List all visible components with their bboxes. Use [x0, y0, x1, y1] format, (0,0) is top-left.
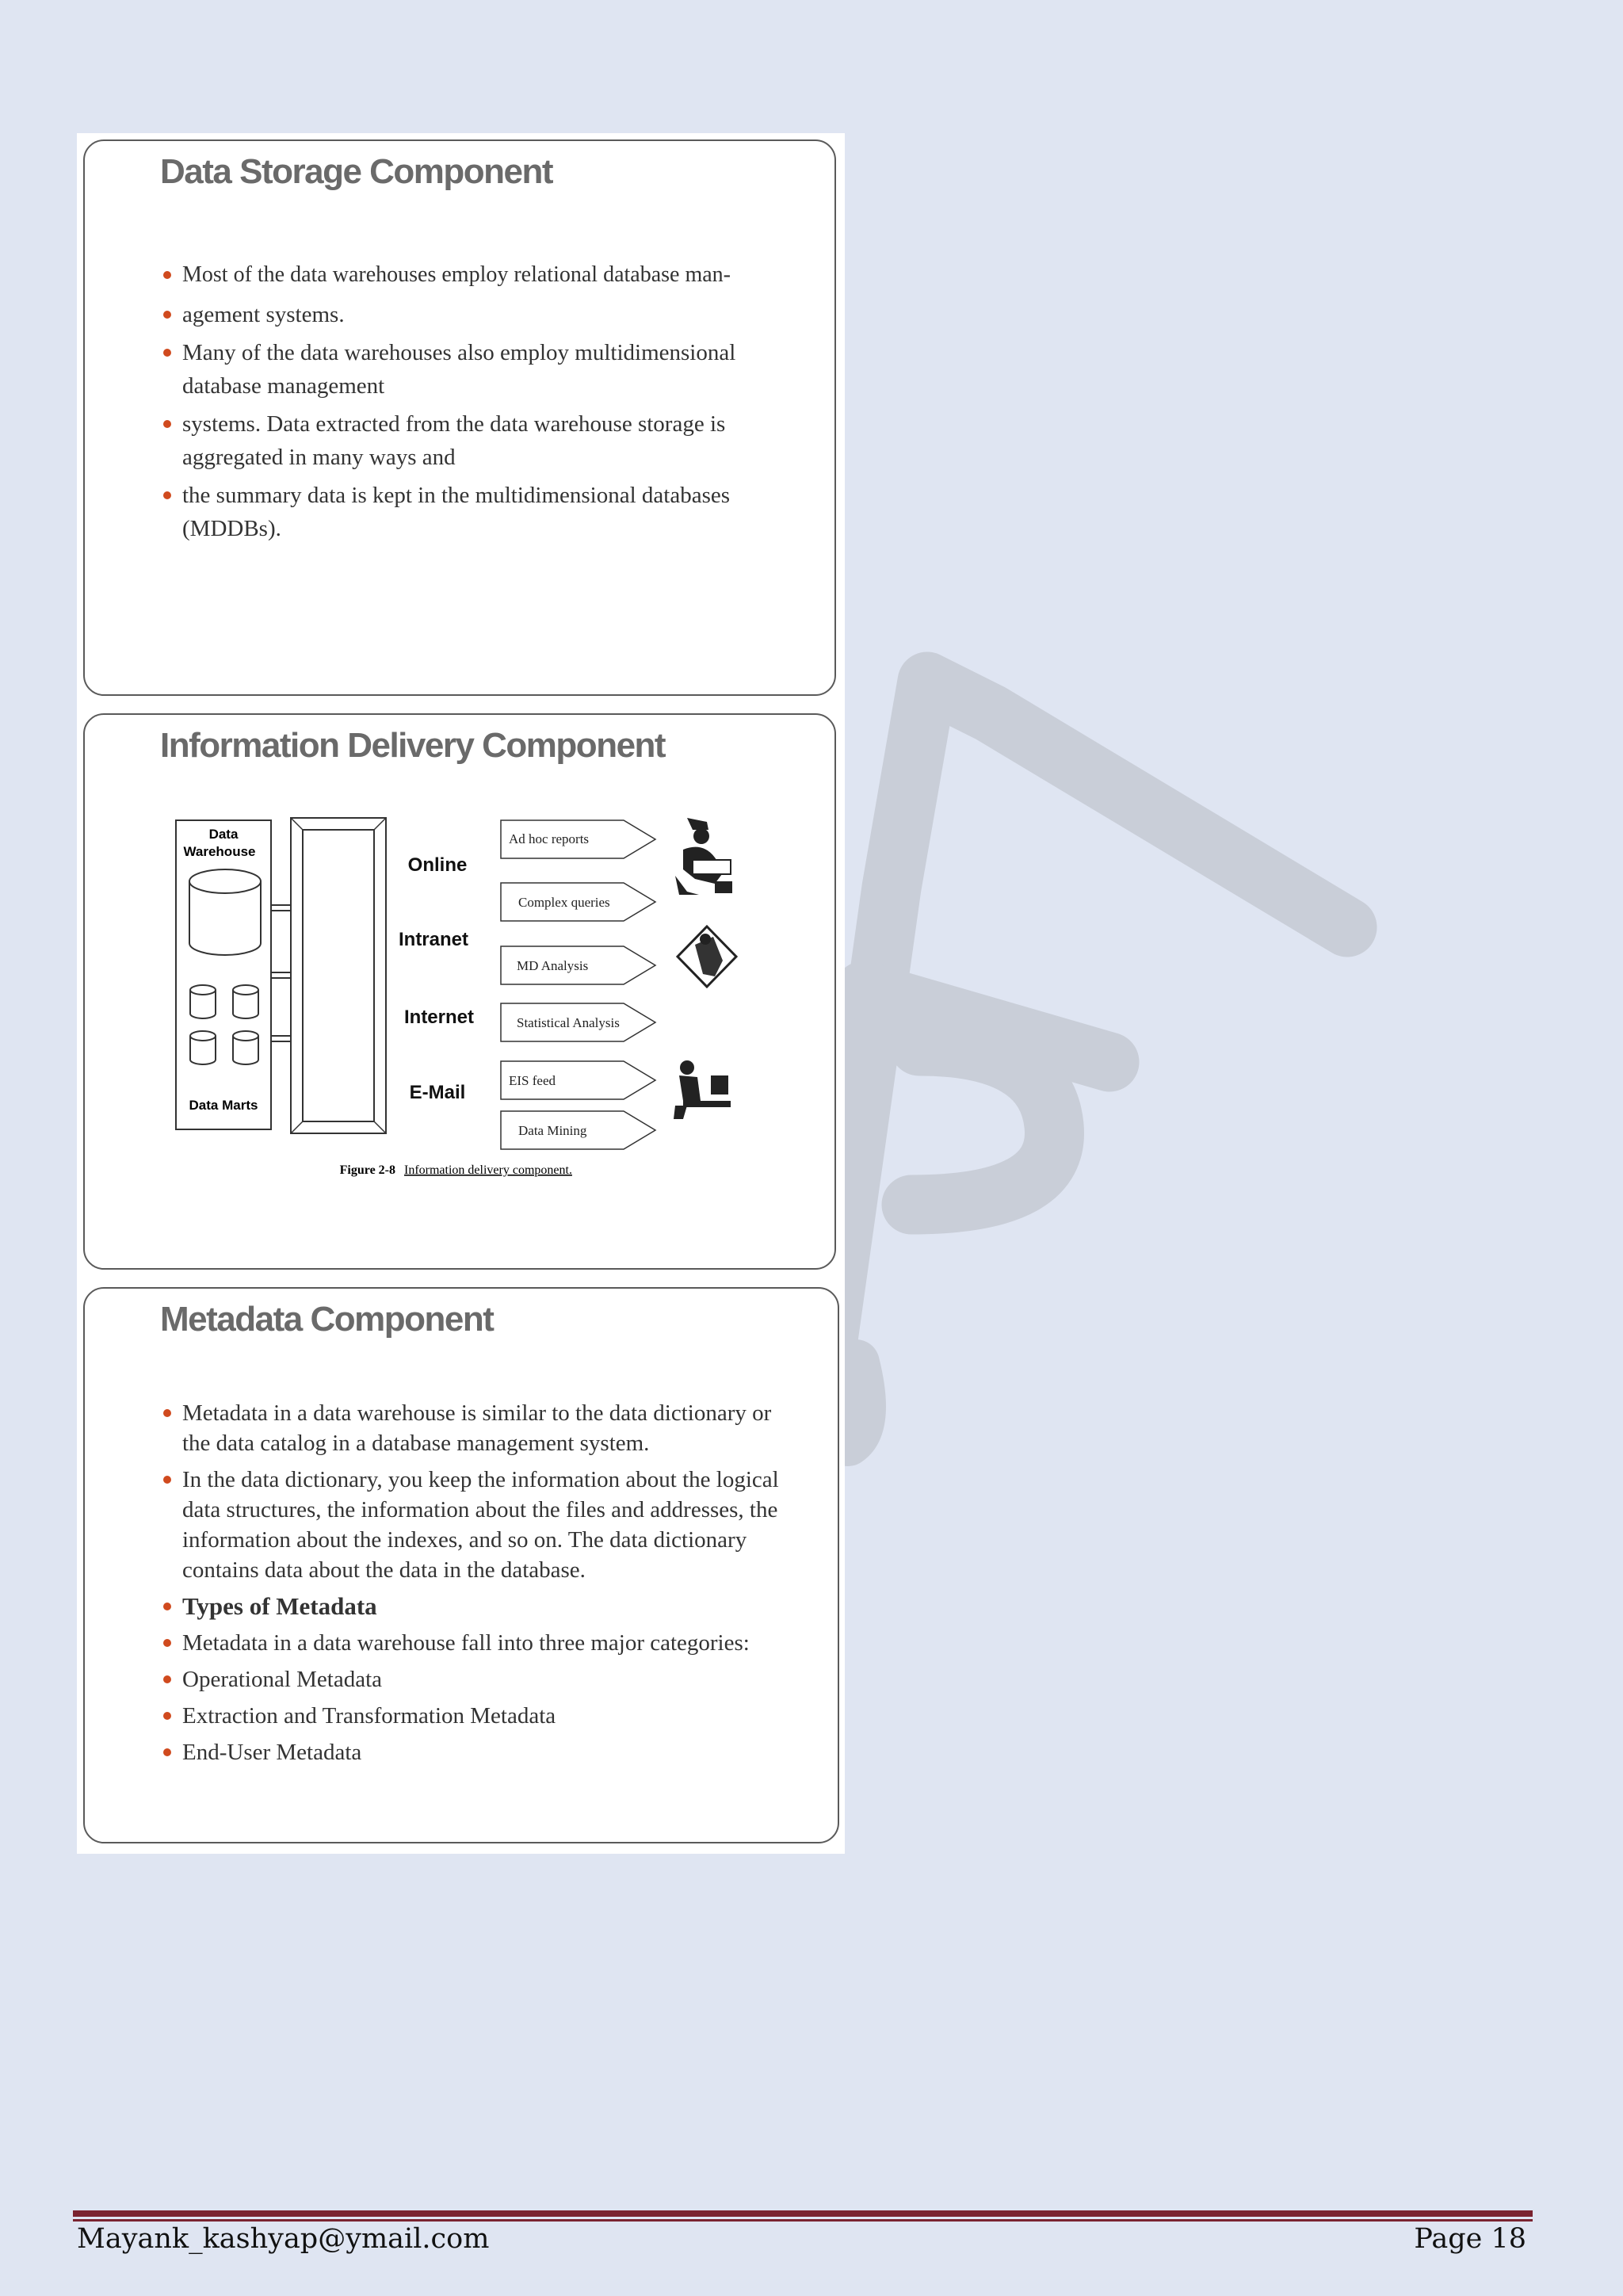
- footer-rule: [73, 2219, 1533, 2222]
- user-figure-icon: [675, 818, 732, 895]
- footer-email: Mayank_kashyap@ymail.com: [77, 2223, 490, 2255]
- channel-label: Online: [407, 854, 468, 876]
- slide-metadata: [83, 1287, 839, 1843]
- slide-title: Metadata Component: [160, 1300, 494, 1339]
- page-number: Page 18: [1414, 2223, 1526, 2255]
- warehouse-label: Data: [208, 827, 239, 842]
- figure-caption: Information delivery component.: [404, 1163, 572, 1177]
- output-label: Ad hoc reports: [509, 831, 590, 846]
- figure-number: Figure 2-8: [339, 1163, 395, 1177]
- information-delivery-diagram: [160, 806, 778, 1186]
- connector-lines: [271, 905, 291, 1041]
- channel-label: Internet: [403, 1007, 475, 1028]
- data-marts-icon: [190, 985, 258, 1064]
- list-item: systems. Data extracted from the data warehouse storage is aggregated in many ways and: [160, 407, 778, 474]
- list-item: Extraction and Transformation Metadata: [160, 1701, 794, 1731]
- analyst-icon: [678, 926, 736, 987]
- list-item-heading: Types of Metadata: [160, 1591, 794, 1622]
- list-item: Operational Metadata: [160, 1664, 794, 1694]
- output-label: Statistical Analysis: [517, 1015, 620, 1030]
- slides-image: [77, 133, 845, 1854]
- channel-label: E-Mail: [409, 1082, 466, 1103]
- computer-user-icon: [674, 1060, 731, 1119]
- list-item: End-User Metadata: [160, 1737, 794, 1767]
- output-arrows: [501, 820, 655, 1149]
- list-item: Metadata in a data warehouse fall into three major categories:: [160, 1628, 794, 1658]
- list-item: Metadata in a data warehouse is similar to the data dictionary or the data catalog in a database management system.: [160, 1398, 794, 1458]
- slide-title: Data Storage Component: [160, 152, 553, 191]
- output-label: Complex queries: [518, 895, 610, 910]
- channel-label: Intranet: [398, 929, 469, 950]
- bullet-list: [160, 1398, 794, 1774]
- slide-title: Information Delivery Component: [160, 726, 666, 765]
- list-item: Most of the data warehouses employ relational database man-: [160, 258, 778, 292]
- output-label: Data Mining: [518, 1123, 587, 1138]
- output-label: MD Analysis: [517, 958, 589, 973]
- output-label: EIS feed: [509, 1073, 556, 1088]
- bullet-list: [160, 258, 778, 545]
- list-item: In the data dictionary, you keep the information about the logical data structures, the information about the files and addresses, the information about the indexes, and so on. The data dictionary contains data about the data in the database.: [160, 1465, 794, 1585]
- data-marts-label: Data Marts: [189, 1098, 258, 1113]
- slide-data-storage: [83, 139, 836, 696]
- warehouse-box: [176, 820, 271, 1129]
- warehouse-label: Warehouse: [183, 844, 256, 859]
- list-item: the summary data is kept in the multidimensional databases (MDDBs).: [160, 479, 778, 545]
- delivery-panel: [291, 818, 386, 1133]
- footer-rule: [73, 2210, 1533, 2217]
- slide-information-delivery: [83, 713, 836, 1270]
- list-item: agement systems.: [160, 298, 778, 331]
- list-item: Many of the data warehouses also employ multidimensional database management: [160, 336, 778, 403]
